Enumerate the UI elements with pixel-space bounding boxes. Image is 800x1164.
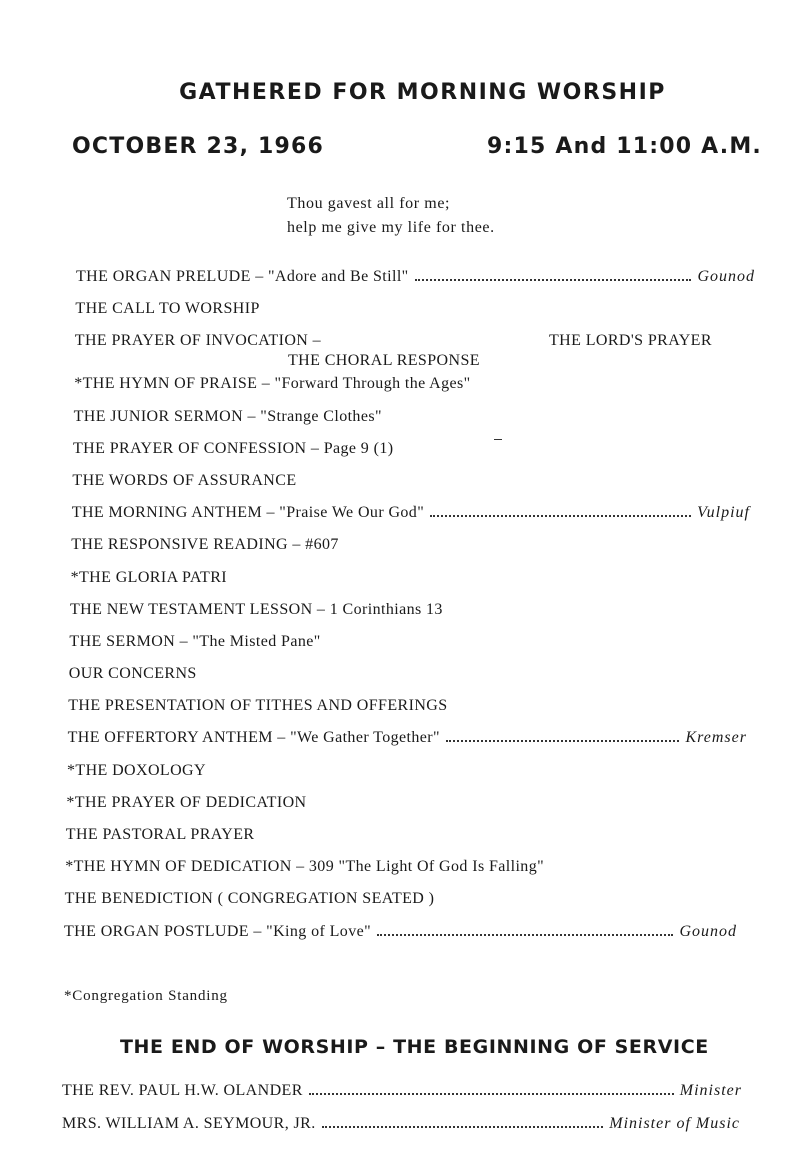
order-item-text: THE RESPONSIVE READING – #607 — [71, 536, 339, 554]
order-item-text: *THE DOXOLOGY — [67, 761, 206, 779]
order-item-text: *THE GLORIA PATRI — [70, 568, 228, 586]
staff-item — [0, 1080, 800, 1113]
order-item-text: THE MORNING ANTHEM – "Praise We Our God" — [71, 504, 425, 522]
order-item-text: OUR CONCERNS — [68, 665, 197, 683]
order-item-text: THE BENEDICTION ( CONGREGATION SEATED ) — [64, 890, 435, 908]
staff-role: Minister — [679, 1082, 742, 1099]
end-title: THE END OF WORSHIP – THE BEGINNING OF SERVICE — [120, 1036, 709, 1058]
verse-line: Thou gavest all for me; — [287, 195, 451, 212]
order-item-text: THE PRESENTATION OF TITHES AND OFFERINGS — [68, 697, 448, 715]
order-item — [0, 330, 800, 373]
dot-leader — [415, 278, 692, 281]
order-item — [0, 856, 800, 888]
order-item — [0, 888, 800, 920]
composer: Gounod — [697, 268, 755, 285]
staff-list — [0, 1080, 800, 1146]
order-item-text: THE ORGAN PRELUDE – "Adore and Be Still" — [76, 268, 409, 285]
order-item-text: THE NEW TESTAMENT LESSON – 1 Corinthians 13 — [70, 600, 443, 618]
verse-line: help me give my life for thee. — [287, 219, 495, 236]
composer: Kremser — [685, 729, 747, 747]
order-item — [0, 921, 800, 953]
order-item — [0, 792, 800, 824]
composer: Vulpiuf — [697, 504, 750, 522]
order-item — [0, 373, 800, 405]
order-item-line — [76, 266, 755, 288]
order-item — [0, 760, 800, 792]
order-item — [0, 631, 800, 663]
order-item — [0, 406, 800, 438]
dot-leader — [322, 1125, 604, 1128]
dot-leader — [446, 739, 680, 742]
order-item-text: *THE PRAYER OF DEDICATION — [66, 793, 307, 811]
composer: Gounod — [679, 922, 737, 940]
order-item-text: THE PRAYER OF INVOCATION – — [74, 332, 322, 350]
order-item — [0, 727, 800, 759]
stray-mark — [494, 439, 502, 440]
order-item-line — [64, 921, 737, 943]
order-item — [0, 534, 800, 566]
order-item-text: THE PASTORAL PRAYER — [65, 826, 255, 843]
dot-leader — [430, 514, 691, 517]
order-item — [0, 599, 800, 631]
order-item — [0, 470, 800, 502]
order-item-text: THE CALL TO WORSHIP — [75, 300, 260, 318]
order-item-text: THE ORGAN POSTLUDE – "King of Love" — [64, 922, 372, 940]
date-row — [72, 134, 762, 159]
staff-line — [62, 1113, 740, 1135]
order-item — [0, 502, 800, 534]
order-item — [0, 567, 800, 599]
staff-name: THE REV. PAUL H.W. OLANDER — [62, 1082, 303, 1099]
order-item — [0, 663, 800, 695]
lords-prayer: THE LORD'S PRAYER — [549, 332, 712, 350]
staff-name: MRS. WILLIAM A. SEYMOUR, JR. — [62, 1115, 316, 1132]
service-date: OCTOBER 23, 1966 — [72, 134, 325, 159]
order-item-text: THE JUNIOR SERMON – "Strange Clothes" — [73, 407, 382, 425]
order-item-text: THE WORDS OF ASSURANCE — [72, 471, 297, 489]
page-title: GATHERED FOR MORNING WORSHIP — [179, 80, 666, 105]
footnote: *Congregation Standing — [64, 988, 228, 1004]
order-item — [0, 298, 800, 330]
order-item-text: *THE HYMN OF PRAISE – "Forward Through the Ages" — [74, 375, 471, 393]
order-item-text: *THE HYMN OF DEDICATION – 309 "The Light Of God Is Falling" — [65, 858, 545, 876]
order-item-line — [68, 727, 747, 749]
choral-response: THE CHORAL RESPONSE — [288, 352, 480, 370]
order-item-text: THE OFFERTORY ANTHEM – "We Gather Together" — [67, 729, 440, 747]
order-item — [0, 824, 800, 856]
order-item-text: THE PRAYER OF CONFESSION – Page 9 (1) — [73, 439, 394, 457]
service-times: 9:15 And 11:00 A.M. — [486, 134, 762, 159]
staff-item — [0, 1113, 800, 1146]
dot-leader — [309, 1092, 674, 1095]
order-item-line — [72, 502, 750, 524]
order-item — [0, 266, 800, 298]
order-of-worship — [0, 266, 800, 953]
order-item-text: THE SERMON – "The Misted Pane" — [69, 632, 321, 650]
order-item — [0, 438, 800, 470]
order-item — [0, 695, 800, 727]
staff-role: Minister of Music — [609, 1115, 740, 1132]
dot-leader — [377, 933, 673, 936]
staff-line — [62, 1080, 742, 1102]
verse — [287, 192, 495, 240]
